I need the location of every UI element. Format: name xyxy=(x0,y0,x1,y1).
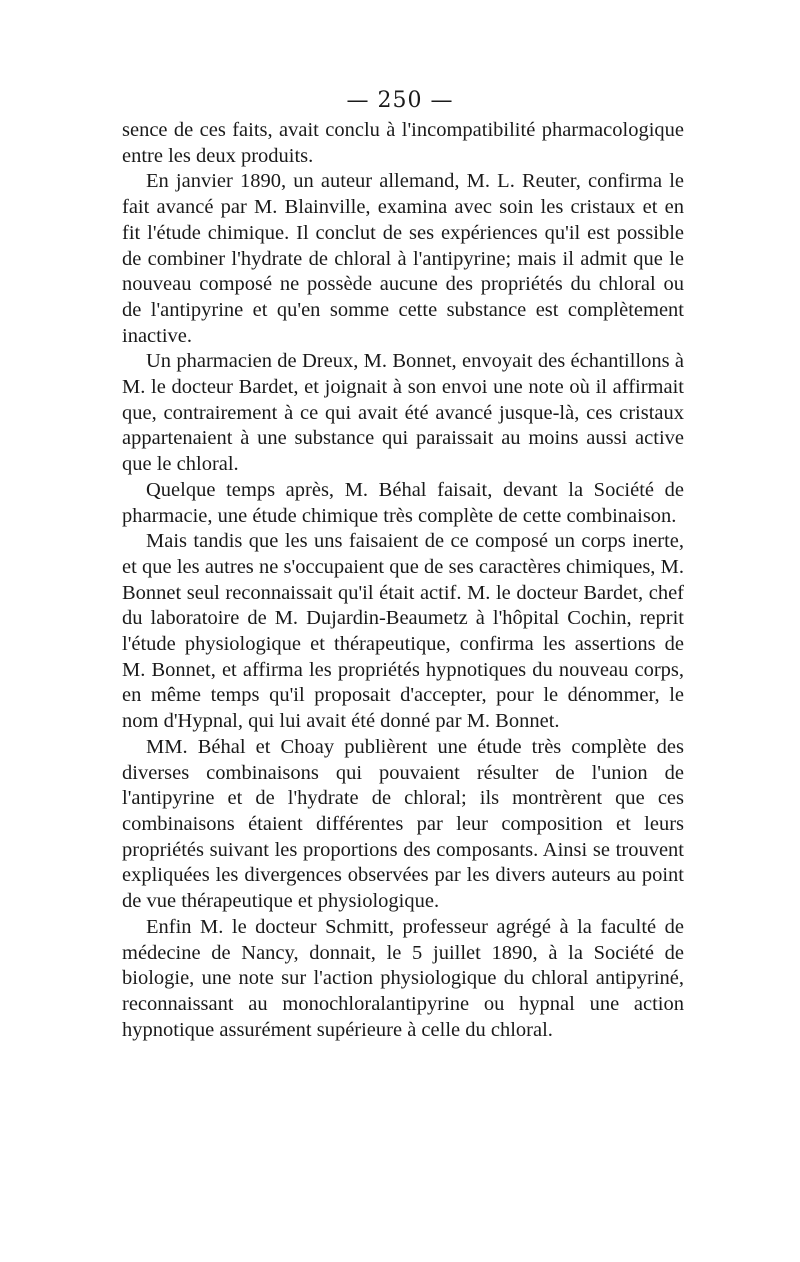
page-number: — 250 — xyxy=(346,88,454,113)
paragraph-7: Enfin M. le docteur Schmitt, professeur agrégé à la faculté de médecine de Nancy, donnait, le 5 juillet 1890, à la Société de biologie, une note sur l'action physiologique du chloral antipyriné, reconnaissant au monochloralantipyrine ou hypnal une action hypnotique assurément supérieure à celle du chloral. xyxy=(122,915,684,1041)
paragraph-5: Mais tandis que les uns faisaient de ce composé un corps inerte, et que les autres ne s'occupaient que de ses caractères chimiques, M. Bonnet seul reconnaissait qu'il était actif. M. le docteur Bardet, chef du laboratoire de M. Dujardin-Beaumetz à l'hôpital Cochin, reprit l'étude physiologique et thérapeutique, confirma les assertions de M. Bonnet, et affirma les propriétés hypnotiques du nouveau corps, en même temps qu'il proposait d'accepter, pour le dénommer, le nom d'Hypnal, qui lui avait été donné par M. Bonnet. xyxy=(122,530,684,733)
paragraph-3: Un pharmacien de Dreux, M. Bonnet, envoyait des échantillons à M. le docteur Bardet, et joignait à son envoi une note où il affirmait que, contrairement à ce qui avait été avancé jusque-là, ces cristaux appartenaient à une substance qui paraissait au moins aussi active que le chloral. xyxy=(122,350,684,476)
paragraph-6: MM. Béhal et Choay publièrent une étude très complète des diverses combinaisons qui pouvaient résulter de l'union de l'antipyrine et de l'hydrate de chloral; ils montrèrent que ces combinaisons étaient différentes par leur composition et leurs propriétés suivant les proportions des composants. Ainsi se trouvent expliquées les divergences observées par les divers auteurs au point de vue thérapeutique et physiologique. xyxy=(122,735,684,913)
paragraph-4: Quelque temps après, M. Béhal faisait, devant la Société de pharmacie, une étude chimique très complète de cette combinaison. xyxy=(122,478,684,527)
paragraph-1: sence de ces faits, avait conclu à l'incompatibilité pharmacologique entre les deux produits. xyxy=(122,119,684,167)
paragraph-2: En janvier 1890, un auteur allemand, M. L. Reuter, confirma le fait avancé par M. Blainville, examina avec soin les cristaux et en fit l'étude chimique. Il conclut de ses expériences qu'il est possible de combiner l'hydrate de chloral à l'antipyrine; mais il admit que le nouveau composé ne possède aucune des propriétés du chloral ou de l'antipyrine et qu'en somme cette substance est complètement inactive. xyxy=(122,170,684,347)
body-text xyxy=(122,118,684,1043)
